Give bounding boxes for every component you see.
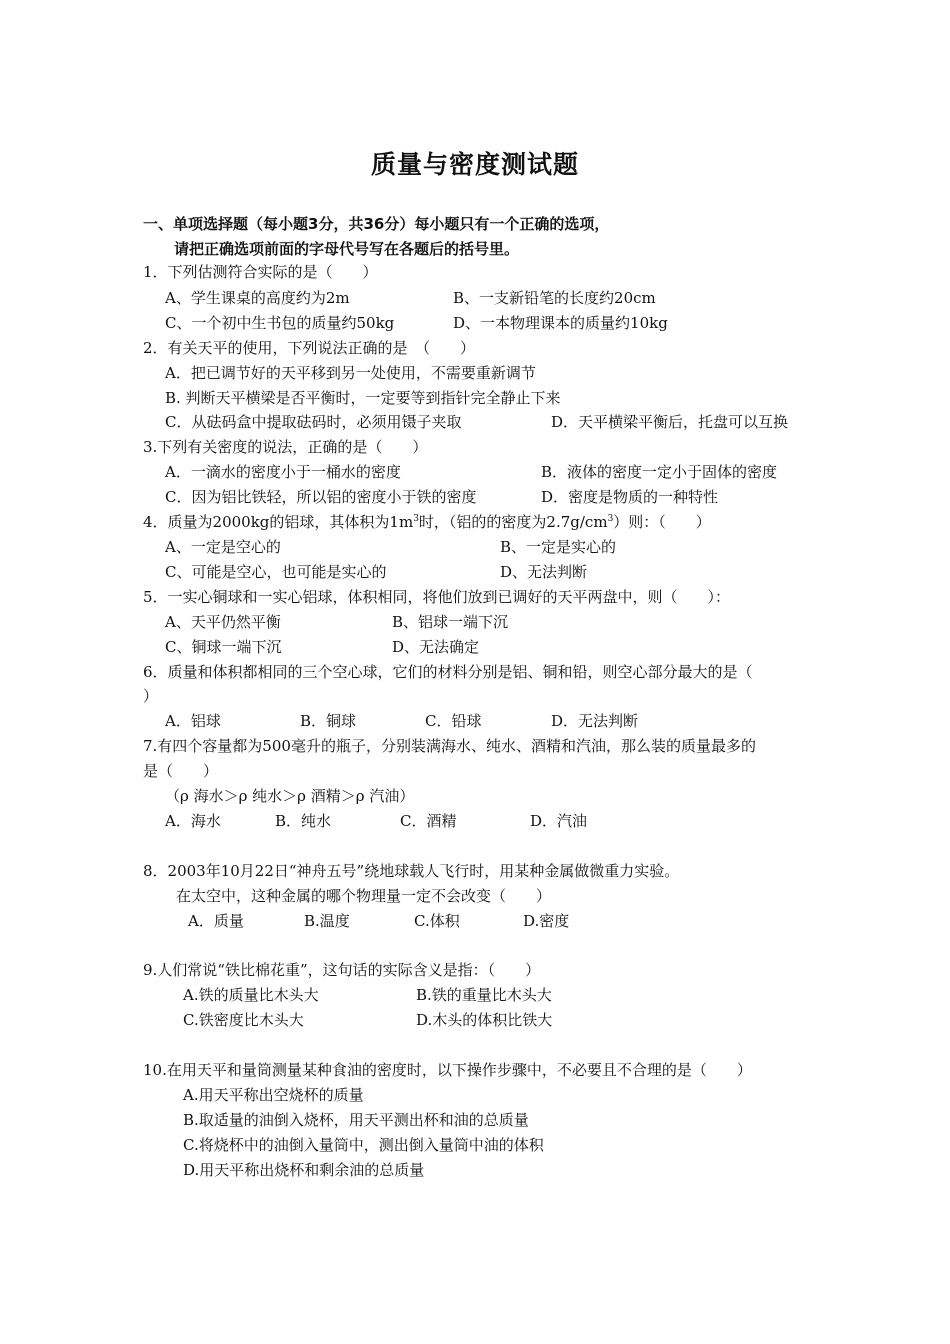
question-9-option-b: B.铁的重量比木头大 [416,986,552,1004]
question-4-stem-part3: ）则：（ ） [613,513,711,531]
question-9-option-d: D.木头的体积比铁大 [416,1011,553,1029]
question-5-option-b: B、铝球一端下沉 [392,613,509,631]
question-3-option-c: C．因为铝比铁轻，所以铝的密度小于铁的密度 [165,488,477,506]
question-8-option-a: A．质量 [188,912,244,930]
question-2-option-c: C．从砝码盒中提取砝码时，必须用镊子夹取 [165,413,462,431]
question-8-option-b: B.温度 [304,912,350,930]
question-1-option-c: C、一个初中生书包的质量约50kg [165,314,395,332]
question-4-superscript-1: 3 [413,514,419,524]
section-heading-line2: 请把正确选项前面的字母代号写在各题后的括号里。 [174,240,520,258]
question-10-option-b: B.取适量的油倒入烧杯，用天平测出杯和油的总质量 [183,1111,529,1129]
question-4-superscript-2: 3 [607,514,614,524]
question-7-option-c: C．酒精 [400,812,457,830]
question-1-option-b: B、一支新铅笔的长度约20cm [453,289,656,307]
question-7-option-a: A．海水 [165,812,221,830]
question-7-option-d: D．汽油 [530,812,588,830]
question-7-note: （ρ 海水＞ρ 纯水＞ρ 酒精＞ρ 汽油） [165,787,415,805]
question-4-option-a: A、一定是空心的 [165,538,281,556]
question-6-option-d: D．无法判断 [551,712,639,730]
question-6-option-b: B．铜球 [300,712,357,730]
question-6-stem-line2: ） [143,687,159,705]
question-7-stem-line1: 7.有四个容量都为500毫升的瓶子，分别装满海水、纯水、酒精和汽油，那么装的质量最多的 [143,737,756,755]
question-4-option-b: B、一定是实心的 [500,538,617,556]
question-5-option-d: D、无法确定 [392,638,480,656]
question-9-option-c: C.铁密度比木头大 [183,1011,304,1029]
question-10-option-c: C.将烧杯中的油倒入量筒中，测出倒入量筒中油的体积 [183,1136,544,1154]
page-title: 质量与密度测试题 [370,150,579,179]
question-9-stem: 9.人们常说“铁比棉花重”，这句话的实际含义是指：（ ） [143,961,541,979]
question-3-option-b: B．液体的密度一定小于固体的密度 [541,463,778,481]
question-8-option-d: D.密度 [523,912,570,930]
question-4-stem-part1: 4．质量为2000kg的铝球，其体积为1m [143,513,414,531]
question-4-stem-part2: 时，（铝的的密度为2.7g/cm [418,513,608,531]
question-1-option-d: D、一本物理课本的质量约10kg [453,314,668,332]
question-1-option-a: A、学生课桌的高度约为2m [165,289,350,307]
question-10-option-a: A.用天平称出空烧杯的质量 [183,1086,364,1104]
question-5-option-c: C、铜球一端下沉 [165,638,282,656]
question-6-option-c: C．铅球 [425,712,482,730]
question-2-option-a: A．把已调节好的天平移到另一处使用，不需要重新调节 [165,364,536,382]
question-7-option-b: B．纯水 [275,812,332,830]
question-4-option-d: D、无法判断 [500,563,588,581]
question-5-stem: 5．一实心铜球和一实心铝球，体积相同，将他们放到已调好的天平两盘中，则（ ）： [143,588,731,606]
section-heading-line1: 一、单项选择题（每小题3分，共36分）每小题只有一个正确的选项， [143,215,610,233]
question-9-option-a: A.铁的质量比木头大 [183,986,319,1004]
question-8-stem-line1: 8．2003年10月22日“神舟五号”绕地球载人飞行时，用某种金属做微重力实验。 [143,862,680,880]
question-5-option-a: A、天平仍然平衡 [165,613,281,631]
question-3-stem: 3.下列有关密度的说法，正确的是（ ） [143,438,428,456]
question-3-option-a: A．一滴水的密度小于一桶水的密度 [165,463,401,481]
question-8-stem-line2: 在太空中，这种金属的哪个物理量一定不会改变（ ） [176,887,552,905]
question-3-option-d: D．密度是物质的一种特性 [541,488,719,506]
question-6-option-a: A．铝球 [165,712,221,730]
question-7-stem-line2: 是（ ） [143,762,219,780]
question-8-option-c: C.体积 [414,912,460,930]
question-4-option-c: C、可能是空心，也可能是实心的 [165,563,387,581]
question-10-stem: 10.在用天平和量筒测量某种食油的密度时，以下操作步骤中，不必要且不合理的是（ ） [143,1061,752,1079]
question-2-option-d: D．天平横梁平衡后，托盘可以互换 [551,413,789,431]
question-2-stem: 2．有关天平的使用，下列说法正确的是 （ ） [143,339,476,357]
question-2-option-b: B. 判断天平横梁是否平衡时，一定要等到指针完全静止下来 [165,389,561,407]
question-10-option-d: D.用天平称出烧杯和剩余油的总质量 [183,1161,425,1179]
question-4-stem [143,512,711,532]
question-1-stem: 1．下列估测符合实际的是（ ） [143,263,378,281]
question-6-stem-line1: 6．质量和体积都相同的三个空心球，它们的材料分别是铝、铜和铅，则空心部分最大的是（ [143,663,753,681]
